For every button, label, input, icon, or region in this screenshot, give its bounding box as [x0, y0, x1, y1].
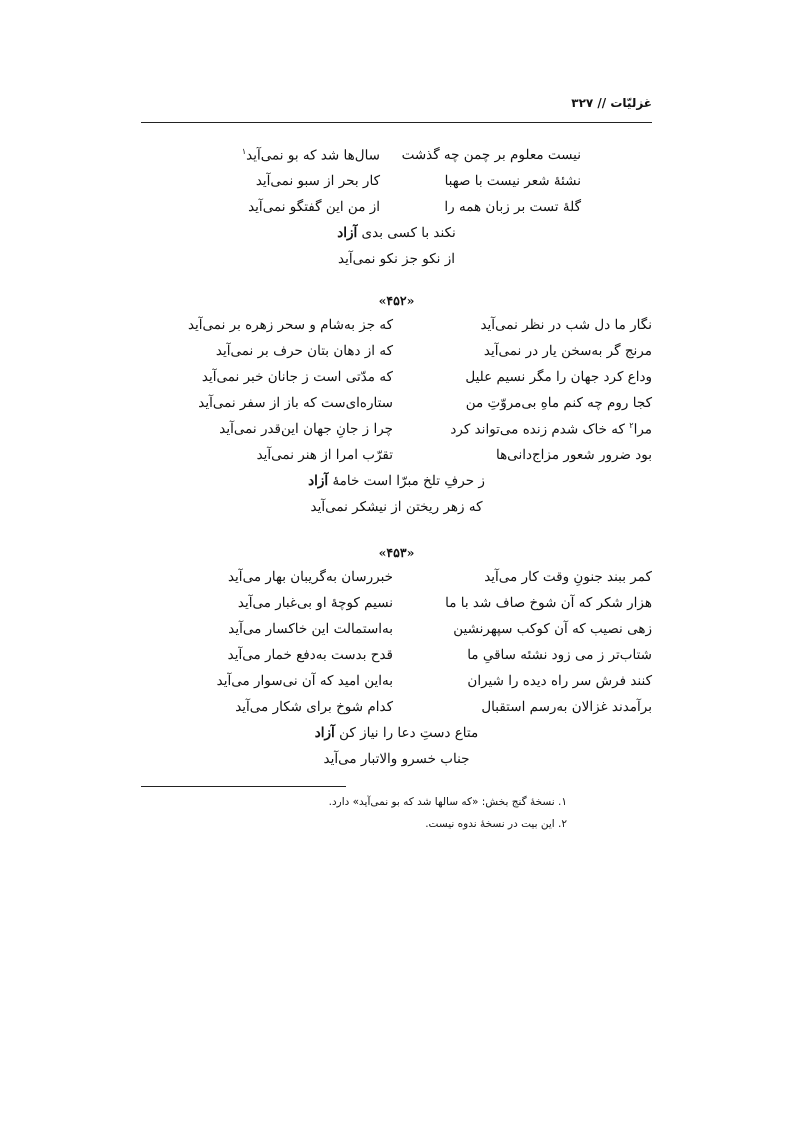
- final-line-text: نکند با کسی بدی: [361, 225, 456, 241]
- beyt: [0, 395, 793, 421]
- ghazal-number: «۴۵۲»: [378, 293, 415, 308]
- beyt: [0, 699, 793, 725]
- misra-second: ستاره‌ای‌ست که باز از سفر نمی‌آید: [198, 395, 393, 411]
- beyt: [0, 199, 793, 225]
- misra-first: زهی نصیب که آن کوکب سپهرنشین: [453, 621, 652, 637]
- misra-second: چرا ز جانِ جهان این‌قدر نمی‌آید: [219, 421, 393, 437]
- misra-second: تقرّب امرا از هنر نمی‌آید: [256, 447, 393, 463]
- beyt: [0, 673, 793, 699]
- beyt: [0, 421, 793, 447]
- misra-first: کنند فرش سر راه دیده را شیران: [467, 673, 652, 689]
- running-header: غزلیّات // ۳۲۷: [571, 96, 652, 110]
- final-line-text: متاع دستِ دعا را نیاز کن: [339, 725, 479, 741]
- beyt: [0, 369, 793, 395]
- misra-first: برآمدند غزالان به‌رسم استقبال: [481, 699, 652, 715]
- beyt: [0, 317, 793, 343]
- final-beyt-line: [0, 473, 793, 499]
- final-beyt-line: [0, 725, 793, 751]
- takhallus: آزاد: [337, 225, 358, 241]
- beyt: [0, 621, 793, 647]
- beyt: [0, 173, 793, 199]
- misra-second: کدام شوخ برای شکار می‌آید: [235, 699, 393, 715]
- beyt: [0, 147, 793, 173]
- misra-first: هزار شکر که آن شوخ صاف شد با ما: [445, 595, 652, 611]
- misra-first: کمر ببند جنونِ وقت کار می‌آید: [484, 569, 652, 585]
- misra-first: مرنج گر به‌سخن یار در نمی‌آید: [483, 343, 652, 359]
- takhallus: آزاد: [314, 725, 335, 741]
- misra-second: که از دهان بتان حرف بر نمی‌آید: [215, 343, 393, 359]
- misra-text: سال‌ها شد که بو نمی‌آید: [246, 147, 380, 164]
- footnote-rule: [141, 786, 346, 787]
- beyt: [0, 447, 793, 473]
- final-beyt-line: جناب خسرو والاتبار می‌آید: [323, 751, 470, 767]
- footnote: ۱. نسخهٔ گنج بخش: «که سالها شد که بو نمی‌آید» دارد.: [328, 796, 567, 808]
- misra-second: نسیم کوچهٔ او بی‌غبار می‌آید: [237, 595, 393, 611]
- misra-first: وداع کرد جهان را مگر نسیم علیل: [465, 369, 652, 385]
- misra-second: کار بحر از سبو نمی‌آید: [255, 173, 380, 189]
- misra-first: کجا روم چه کنم ماهِ بی‌مروّتِ من: [465, 395, 652, 411]
- beyt: [0, 343, 793, 369]
- ghazal-453: [0, 545, 793, 777]
- misra-first: بود ضرور شعور مزاج‌دانی‌ها: [495, 447, 652, 463]
- beyt: [0, 647, 793, 673]
- misra-second: به‌این امید که آن نی‌سوار می‌آید: [216, 673, 393, 689]
- misra-second: خبررسان به‌گریبان بهار می‌آید: [227, 569, 393, 585]
- ghazal-number: «۴۵۳»: [378, 545, 415, 560]
- footnotes: [329, 796, 567, 840]
- footnote-marker: ۲: [629, 421, 634, 430]
- misra-first: شتاب‌تر ز می زود نشئه ساقیِ ما: [467, 647, 652, 663]
- final-beyt-line: [0, 225, 793, 251]
- misra-text: مرا: [633, 421, 652, 438]
- final-line-text: ز حرفِ تلخ مبرّا است خامهٔ: [332, 473, 485, 489]
- misra-second: به‌استمالت این خاکسار می‌آید: [228, 621, 393, 637]
- final-beyt-line: از نکو جز نکو نمی‌آید: [337, 251, 455, 267]
- beyt: [0, 595, 793, 621]
- misra-second: قدح بدست به‌دفع خمار می‌آید: [227, 647, 393, 663]
- final-beyt-line: که زهر ریختن از نیشکر نمی‌آید: [310, 499, 483, 515]
- misra-first: نیست معلوم بر چمن چه گذشت: [401, 147, 581, 163]
- header-rule: [141, 122, 652, 123]
- misra-first: نگار ما دل شب در نظر نمی‌آید: [480, 317, 652, 333]
- ghazal-452: [0, 293, 793, 525]
- misra-first: نشئهٔ شعر نیست با صهبا: [444, 173, 581, 189]
- misra-second: که مدّتی است ز جانان خبر نمی‌آید: [201, 369, 393, 385]
- footnote: ۲. این بیت در نسخهٔ ندوه نیست.: [425, 818, 567, 830]
- poem-continuation: [0, 147, 793, 277]
- misra-first: گلهٔ تست بر زبان همه را: [444, 199, 581, 215]
- misra-first: [450, 421, 652, 438]
- beyt: [0, 569, 793, 595]
- misra-text: که خاک شدم زنده می‌تواند کرد: [450, 421, 630, 438]
- misra-second: که جز به‌شام و سحر زهره بر نمی‌آید: [187, 317, 393, 333]
- misra-second: از من این گفتگو نمی‌آید: [248, 199, 380, 215]
- misra-second: [242, 147, 380, 164]
- takhallus: آزاد: [308, 473, 329, 489]
- footnote-marker: ۱: [241, 147, 247, 156]
